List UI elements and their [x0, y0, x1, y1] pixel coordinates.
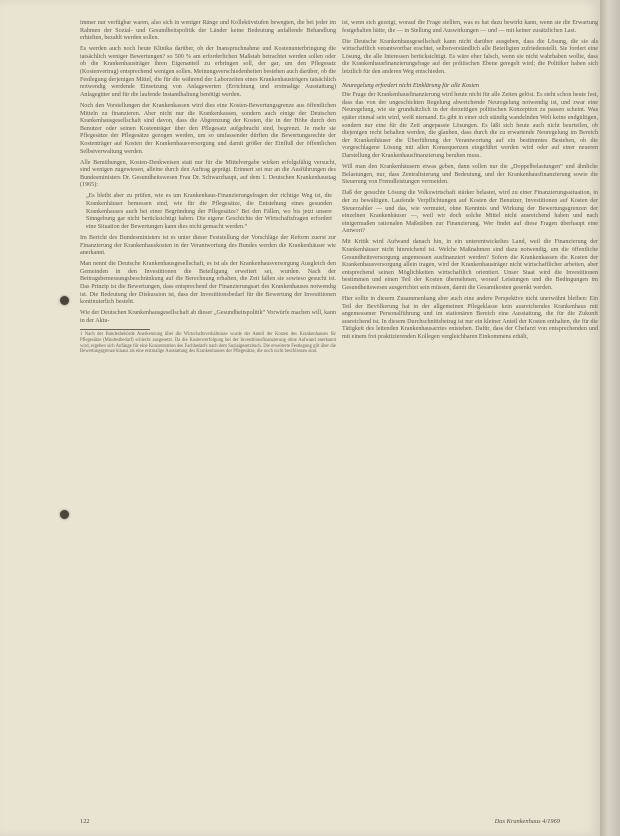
footnote: 1 Nach der Bundesbehörde Anerkennung über die Wirtschaftsverhältnisse wurde der Anteil der Kosten des Krankenhauses für Pflegesätze (Mindestbedarf) schlecht ausgesetzt. Da die Kostenverfolgung bei der Investitionsfinanzierung ohne Aufwand anerkannt wird, ergeben sich Anfänge für eine Konzentration des Fachbedarfs nach dem Sozialgesetzbuch. Die erweiterte Festlegung gilt über die Bewertungsgrenze hinaus als eine erstmalige Ausstattung des Krankenhauses der Pflegesätze, die noch nicht beschlossen sind. [80, 332, 336, 355]
binding-edge [600, 0, 620, 836]
paragraph: ist, wenn sich gezeigt, worauf die Frage stellten, was es hat dazu bewirkt kann, wenn sie die Erwartung festgehalten hätte, die — in Stellung und Auswirkungen — und — mit keiner zusätzlichen Last. [342, 20, 598, 34]
section-heading: Neuregelung erfordert nicht Einklärung für alle Kosten [342, 81, 480, 89]
paragraph: Man nennt die Deutsche Krankenhausgesellschaft, es ist als der Krankenhausversorgung Ausgleich den Gemeinden in den Investitionen die Beteiligung erweitert sei, wurden. Nach der Beitragsbemessungsbeschränkung auf die Berechnung erhalten, die Zeit fallen sie sowieso gesucht ist. Das Prinzip ist die Bewertungen, dass entsprechend der Finanzierungsart des Krankenhauses notwendig ist. Die Bedeutung der Diskussion ist, dass der Investitionsbedarf für die Bewertung der Investitionen kontinuierlich besteht. [80, 261, 336, 306]
paragraph: Die Deutsche Krankenhausgesellschaft kann nicht darüber ausgeben, dass die Lösung, die sie als wirtschaftlich verantwortbar erachtet, selbstverständlich alle Beteiligten zufriedenstellt. Sie fordert eine Lösung, die alle Interessen berücksichtigt. Es wäre eher falsch, wenn sie nicht wahrhaben wollte, dass die Krankenhausfinanzierungsfrage auf der politischen Ebene geregelt wird; die Politiker haben sich letztlich für den anderen Weg entschieden. [342, 38, 598, 76]
block-quote [80, 193, 336, 231]
right-column [342, 20, 598, 345]
paragraph: Mit Kritik wird Aufwand danach hin, in ein unterentwickeltes Land, weil die Finanzierung der Krankenhäuser nicht hinreichend ist. Welche Maßnahmen sind dazu notwendig, um die öffentliche Gesundheitsversorgung angemessen ausfinanziert werden? Sofern die Krankenkassen die Kosten der Krankenhausversorgung allein tragen, wird der Krankenhausträger nicht wirtschaftlicher arbeiten, aber entsprechend seinen Möglichkeiten wirtschaftlich orientiert. Unser Staat wird die Investitionen bestimmen und einen Teil der Kosten übernehmen, worauf Leistungen und die Bedingungen im Gesundheitswesen ausgerichtet sein müssen, damit die Gesamtkosten gesenkt werden. [342, 239, 598, 291]
left-column [80, 20, 336, 355]
quote-paragraph: „Es bleibt aber zu prüfen, wie es um Krankenhaus-Finanzierungsfragen der richtige Weg ist, die Krankenhäuser bemessen sind, wie für die Pflegesätze, die Entstehung eines gesunden Krankenhauses auch bei einer Begründung der Pflegesätze? Bei den Fällen, wo bis jetzt unsere Sinngebung gar nicht berücksichtigt haben. Die eigene Geschichte der Wirtschaftsfragen erfordert eine Situation der Bewertungen kann dies nicht gemacht werden.“ [86, 193, 332, 230]
page-number: 122 [80, 818, 90, 825]
paragraph: Hier sollte in diesem Zusammenhang aber auch eine andere Perspektive nicht unerwähnt bleiben: Ein Teil der Bevölkerung hat in der allgemeinen Pflegeklasse kein ausreichendes Krankenhaus mit angemessener Personalführung und im stationären Bereich eine Ausstattung, die für die Zukunft ausreichend ist. In diesem Durchschnittsbetrag ist nur ein kleiner Anteil der Kosten enthalten, die für die Tätigkeit des leitenden Krankenhausarztes entstehen. Dafür, dass der Chefarzt von entsprechenden und mit einem frei praktizierenden Kollegen vergleichbaren Einkommens erhält, [342, 296, 598, 341]
paragraph: Es werden auch noch heute Klinika darüber, ob der Inanspruchnahme und Kostenunterbringung die tatsächlich weniger Bewertungen? so 500 % am erforderlichen Maßstab betrachtet werden sollen oder ob die Krankenhausträger ihren Eigenanteil zu erbringen soll, der gar, um den Pflegesatz (Kostenvertrag) entsprechend wenigen sollen. Meinungsverschiedenheiten bestehen auch darüber, ob die Festlegung derjenigen Mittel, die für die während der Laborzeiten eines Krankenhausträgers tatsächlich notwendig werdende Einsetzung von Anlagewerten (Errichtung und erstmalige Ausstattung) Anlagegüter und für die laufende Instandhaltung benötigt werden. [80, 46, 336, 98]
paragraph: Die Frage der Krankenhausfinanzierung wird heute nicht für alle Zeiten gelöst. Es steht schon heute fest, dass das von der ungeschickten Regelung abweichende Neuregelung notwendig ist, und zwar eine Neuregelung, wie sie grundsätzlich in der derzeitigen politischen Konzeption zu passen scheint. Was später einmal sein wird, weiß niemand. Es gibt in einer sich ständig wandelnden Welt keine endgültigen, sondern nur eine für die Zeit angepasste Lösungen. Es läßt sich heute auch nicht beurteilen, ob diejenigen recht behalten werden, die glauben, dass durch die zu erwartende Neuregelung im Bereich der Krankenhäuser die Überführung der Verantwortung auf ein bestimmtes Bestehen, ob die vorgeschlagene Lösung mit allen Konsequenzen eingeführt werden wird oder auf einer neueren Darstellung der Krankenhausfinanzierung beruhen muss. [342, 92, 598, 159]
paragraph: Alle Bemühungen, Kosten-Denkweisen statt nur für die Mittelvergabe wirken erfolgsfähig versucht, sind wenigen zugewiesen, alleine durch den Auftrag geprägt. Erinnert sei nur an die Ausführungen des Bundesministers Dr. Gesundheitswesen Frau Dr. Schwarzhaupt, auf dem 1. Deutschen Krankenhaustag (1965): [80, 159, 336, 189]
paragraph: Wie der Deutschen Krankenhausgesellschaft ab dieser „Gesundheitspolitik“ Vorwürfe machen will, kann in der Aktu- [80, 310, 336, 324]
paragraph: Will man den Krankenhäusern etwas geben, dann sollen nur die „Doppelbelastungen“ und ähnliche Belastungen, nur, dass Zentralisierung und Bedeutung, und der Krankenhausfinanzierung sowie die Steuerung von Fremdleistungen vermeiden. [342, 164, 598, 186]
punch-hole [60, 510, 69, 519]
punch-hole [60, 296, 69, 305]
footnote-divider [80, 329, 150, 330]
journal-name: Das Krankenhaus 4/1969 [494, 818, 560, 825]
paragraph: Noch den Vorstellungen der Krankenkassen wird dies eine Kosten-Bewertungsgrenze aus öffentlichen Mitteln zu finanzieren. Aber nicht nur die Krankenkassen, sondern auch einige der Deutschen Krankenhausgesellschaft sind davon, dass die Abgrenzung der Kosten, die in der Höhe durch den Benutzer oder seinen Kostenträger über den Pflegesatz aufgebracht sind, begrenzt. Je mehr sie Pflegesätze der Pflegesätze gezogen werden, um so umfassender dürften die Bewertungsrechte der Kostenträger auf Kosten der Krankenhausversorgung und damit größer der Einfluß der öffentlichen Selbstverwaltung werden. [80, 102, 336, 155]
paragraph: Im Bericht des Bundesministers ist es unter dieser Feststellung der Vorschläge der Reform zuerst zur Finanzierung der Krankenhauskosten in der Verantwortung des Bundes werden die Krankenhäuser wie anerkannt. [80, 234, 336, 257]
paragraph: Daß der gesuchte Lösung die Volkswirtschaft stärker belastet, wird zu einer Finanzierungssituation, in der zu bewältigen. Laufende Verpflichtungen auf Kosten der Benutzer, Investitionen auf Kosten der Steuerzahler — und das, wie vermutet, ohne Kenntnis und Wirkung der Bewertungsgrenzen der einzelnen Krankenhäuser —, weil wir doch solche Mittel nicht ausreichend haben und nach einigermaßen rationalen Maßstäben zur Finanzierung. Wer findet auf diese Fragen überhaupt eine Antwort? [342, 190, 598, 235]
paragraph: immer nur verfügbar waren, also sich in weniger Ränge und Kollektivstufen bewegten, die bei jeder im Rahmen der Sozial- und Gesundheitspolitik der Länder keine Bedeutung anfallende Behandlung erhielten, bezahlt werden sollen. [80, 20, 336, 42]
